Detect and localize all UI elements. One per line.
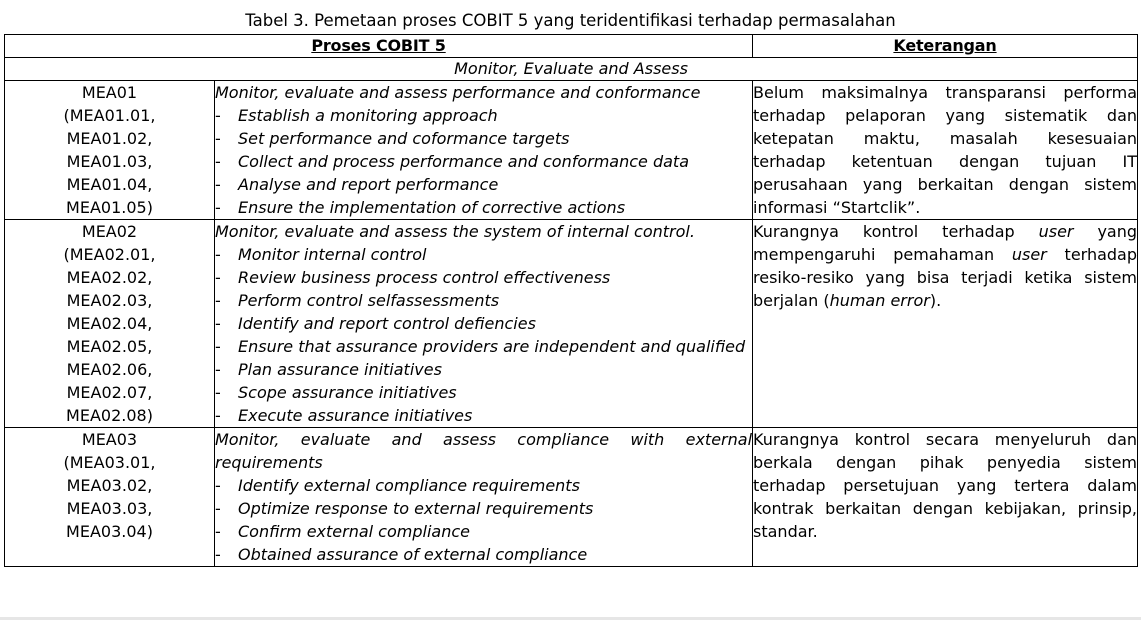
note-cell <box>753 81 1138 220</box>
practice-item: - Review business process control effectiveness <box>215 266 752 289</box>
practice-item: - Monitor internal control <box>215 243 752 266</box>
practice-item: - Collect and process performance and conformance data <box>215 150 752 173</box>
process-code-line: MEA01.05) <box>66 198 153 217</box>
practice-item: - Identify and report control defiencies <box>215 312 752 335</box>
process-code-line: MEA03 <box>81 430 138 449</box>
process-description-cell <box>215 428 753 567</box>
process-code-line: MEA01 <box>81 83 138 102</box>
practice-item: - Execute assurance initiatives <box>215 404 752 427</box>
practice-item: - Obtained assurance of external compliance <box>215 543 752 566</box>
practice-item: - Plan assurance initiatives <box>215 358 752 381</box>
header-row <box>5 35 1138 58</box>
note-text: Belum maksimalnya transparansi performa terhadap pelaporan yang sistematik dan ketepatan maktu, masalah kesesuaian terhadap ketentuan dengan tujuan IT perusahaan yang berkaitan dengan sistem informasi “Startclik”. <box>753 83 1138 217</box>
process-title: Monitor, evaluate and assess compliance with external requirements <box>215 430 753 472</box>
practice-item: - Analyse and report performance <box>215 173 752 196</box>
domain-label: Monitor, Evaluate and Assess <box>5 58 1138 81</box>
practice-item: - Set performance and coformance targets <box>215 127 752 150</box>
practice-list <box>215 474 752 566</box>
process-code-line: MEA02.06, <box>66 360 153 379</box>
practice-item: - Confirm external compliance <box>215 520 752 543</box>
process-code-line: MEA01.02, <box>66 129 153 148</box>
note-italic-term: human error <box>829 291 930 310</box>
process-code-line: MEA03.04) <box>66 522 153 541</box>
note-cell <box>753 220 1138 428</box>
practice-list <box>215 243 752 427</box>
note-text: terhadap resiko-resiko yang bisa terjadi ketika sistem berjalan ( <box>753 245 1138 310</box>
note-italic-term: user <box>1011 245 1047 264</box>
process-code-line: MEA02.02, <box>66 268 153 287</box>
practice-item: - Ensure the implementation of corrective actions <box>215 196 752 219</box>
process-title: Monitor, evaluate and assess the system of internal control. <box>215 222 695 241</box>
note-italic-term: user <box>1038 222 1074 241</box>
process-code-line: MEA02.08) <box>66 406 153 425</box>
process-code-cell <box>5 428 215 567</box>
process-code-line: MEA02 <box>81 222 138 241</box>
practice-item: - Perform control selfassessments <box>215 289 752 312</box>
practice-item: - Identify external compliance requirements <box>215 474 752 497</box>
domain-row <box>5 58 1138 81</box>
header-note-label: Keterangan <box>893 36 997 55</box>
note-text: Kurangnya kontrol secara menyeluruh dan berkala dengan pihak penyedia sistem terhadap persetujuan yang tertera dalam kontrak berkaitan dengan kebijakan, prinsip, standar. <box>753 430 1138 541</box>
process-code-line: (MEA02.01, <box>63 245 156 264</box>
process-code-line: (MEA03.01, <box>63 453 156 472</box>
practice-item: - Optimize response to external requirements <box>215 497 752 520</box>
header-process-label: Proses COBIT 5 <box>311 36 446 55</box>
process-title: Monitor, evaluate and assess performance and conformance <box>215 83 701 102</box>
table-caption: Tabel 3. Pemetaan proses COBIT 5 yang teridentifikasi terhadap permasalahan <box>245 11 896 30</box>
cobit-mapping-table <box>4 34 1138 567</box>
process-description-cell <box>215 220 753 428</box>
table-row <box>5 81 1138 220</box>
process-code-line: (MEA01.01, <box>63 106 156 125</box>
note-text: Kurangnya kontrol terhadap <box>753 222 1039 241</box>
process-code-line: MEA01.04, <box>66 175 153 194</box>
process-code-line: MEA03.03, <box>66 499 153 518</box>
table-row <box>5 220 1138 428</box>
note-text: yang mempengaruhi pemahaman <box>753 222 1138 264</box>
header-process <box>5 35 753 58</box>
table-row <box>5 428 1138 567</box>
note-text: ). <box>929 291 942 310</box>
process-code-line: MEA02.03, <box>66 291 153 310</box>
process-description-cell <box>215 81 753 220</box>
practice-item: - Ensure that assurance providers are independent and qualified <box>215 335 752 358</box>
practice-list <box>215 104 752 219</box>
header-note <box>753 35 1138 58</box>
process-code-line: MEA01.03, <box>66 152 153 171</box>
practice-item: - Establish a monitoring approach <box>215 104 752 127</box>
process-code-line: MEA02.04, <box>66 314 153 333</box>
note-cell <box>753 428 1138 567</box>
process-code-cell <box>5 220 215 428</box>
process-code-line: MEA02.05, <box>66 337 153 356</box>
process-code-cell <box>5 81 215 220</box>
process-code-line: MEA02.07, <box>66 383 153 402</box>
practice-item: - Scope assurance initiatives <box>215 381 752 404</box>
process-code-line: MEA03.02, <box>66 476 153 495</box>
